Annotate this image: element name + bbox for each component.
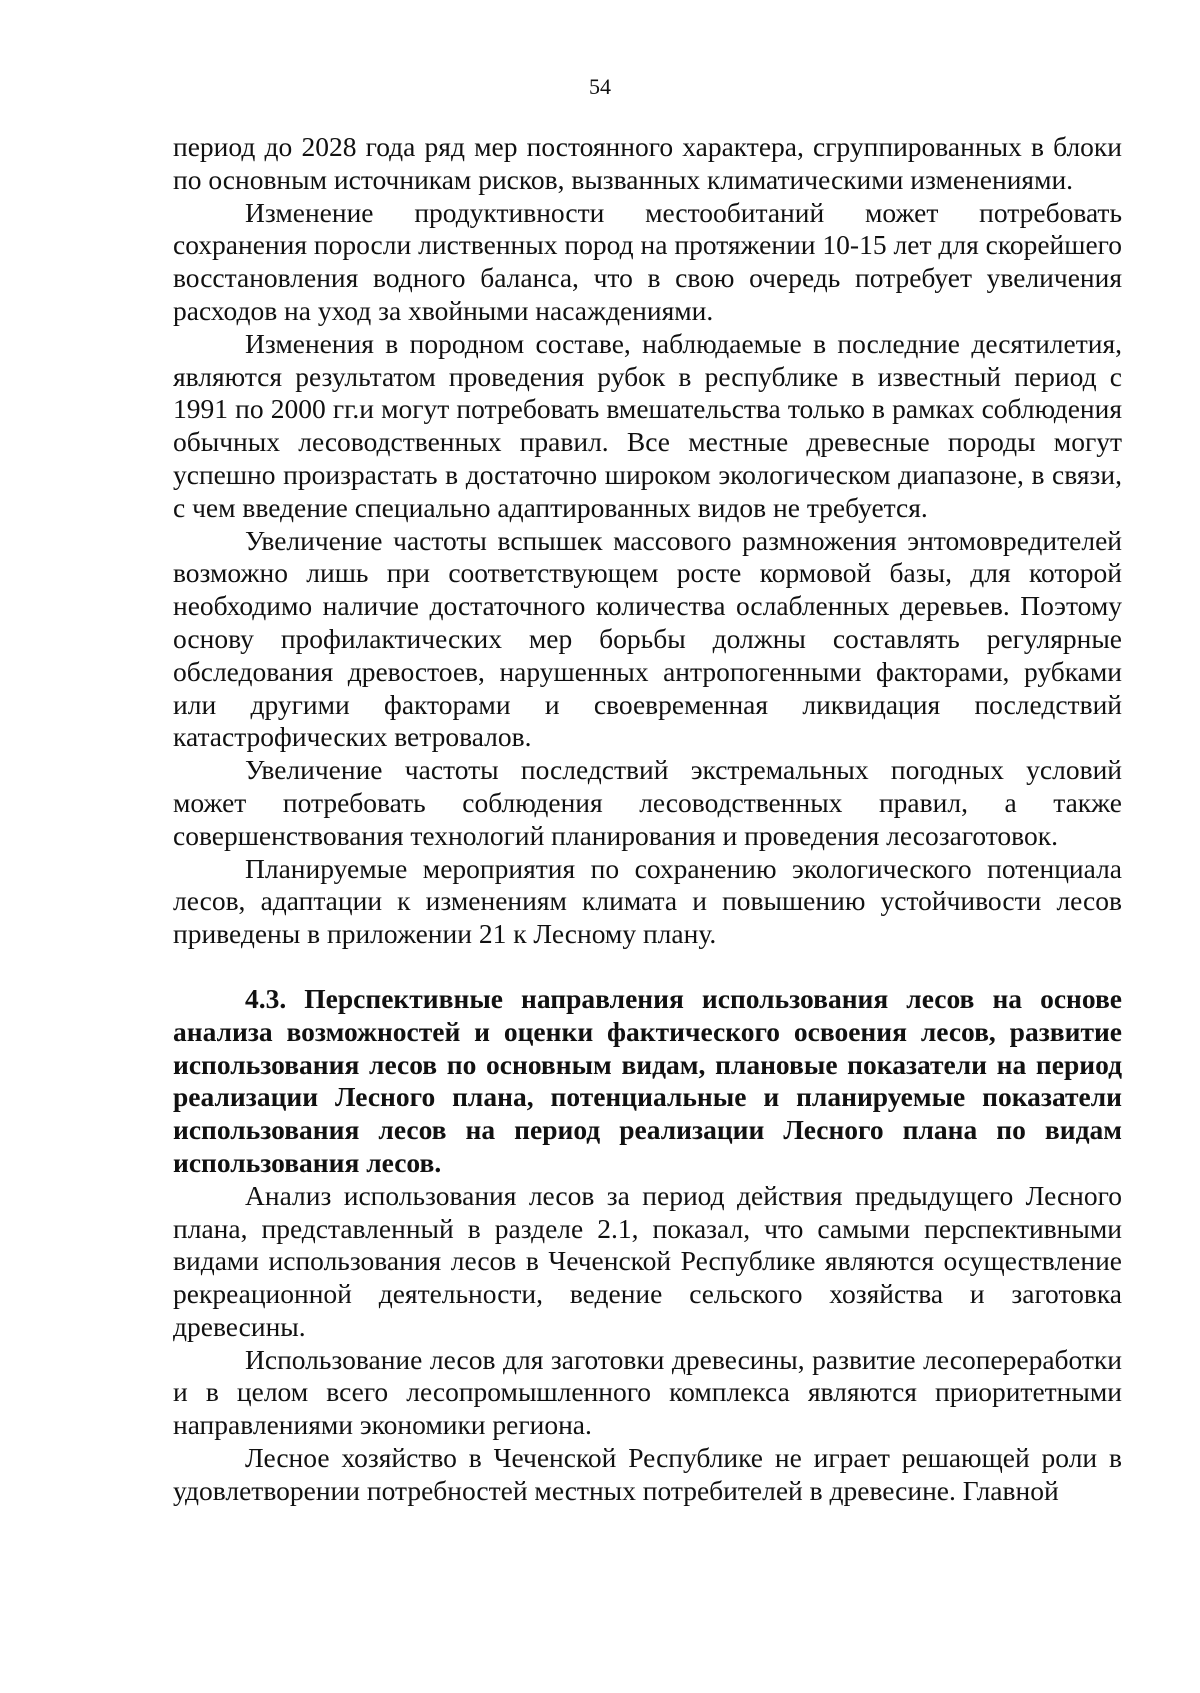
- section-heading: 4.3. Перспективные направления использования лесов на основе анализа возможностей и оценки фактического освоения лесов, развитие использования лесов по основным видам, плановые показатели на период реализации Лесного плана, потенциальные и планируемые показатели использования лесов на период реализации Лесного плана по видам использования лесов.: [173, 982, 1122, 1178]
- paragraph-pest-outbreaks: Увеличение частоты вспышек массового размножения энтомовредителей возможно лишь при соответствующем росте кормовой базы, для которой необходимо наличие достаточного количества ослабленных деревьев. Поэтому основу профилактических мер борьбы должны составлять регулярные обследования древостоев, нарушенных антропогенными факторами, рубками или другими факторами и своевременная ликвидация последствий катастрофических ветровалов.: [173, 524, 1122, 753]
- paragraph-timber-harvesting: Использование лесов для заготовки древесины, развитие лесопереработки и в целом всего лесопромышленного комплекса являются приоритетными направлениями экономики региона.: [173, 1343, 1122, 1441]
- paragraph-continuation: период до 2028 года ряд мер постоянного характера, сгруппированных в блоки по основным источникам рисков, вызванных климатическими изменениями.: [173, 131, 1122, 195]
- paragraph-productivity: Изменение продуктивности местообитаний может потребовать сохранения поросли лиственных пород на протяжении 10-15 лет для скорейшего восстановления водного баланса, что в свою очередь потребует увеличения расходов на уход за хвойными насаждениями.: [173, 196, 1122, 326]
- paragraph-planned-measures: Планируемые мероприятия по сохранению экологического потенциала лесов, адаптации к изменениям климата и повышению устойчивости лесов приведены в приложении 21 к Лесному плану.: [173, 852, 1122, 950]
- paragraph-forestry-role: Лесное хозяйство в Чеченской Республике не играет решающей роли в удовлетворении потребностей местных потребителей в древесине. Главной: [173, 1442, 1122, 1506]
- document-body: [173, 131, 1122, 1508]
- paragraph-extreme-weather: Увеличение частоты последствий экстремальных погодных условий может потребовать соблюдения лесоводственных правил, а также совершенствования технологий планирования и проведения лесозаготовок.: [173, 754, 1122, 851]
- page-number: 54: [589, 74, 611, 99]
- paragraph-usage-analysis: Анализ использования лесов за период действия предыдущего Лесного плана, представленный в разделе 2.1, показал, что самыми перспективными видами использования лесов в Чеченской Республике являются осуществление рекреационной деятельности, ведение сельского хозяйства и заготовка древесины.: [173, 1179, 1122, 1342]
- paragraph-species-composition: Изменения в породном составе, наблюдаемые в последние десятилетия, являются результатом проведения рубок в республике в известный период с 1991 по 2000 гг.и могут потребовать вмешательства только в рамках соблюдения обычных лесоводственных правил. Все местные древесные породы могут успешно произрастать в достаточно широком экологическом диапазоне, в связи, с чем введение специально адаптированных видов не требуется.: [173, 327, 1122, 523]
